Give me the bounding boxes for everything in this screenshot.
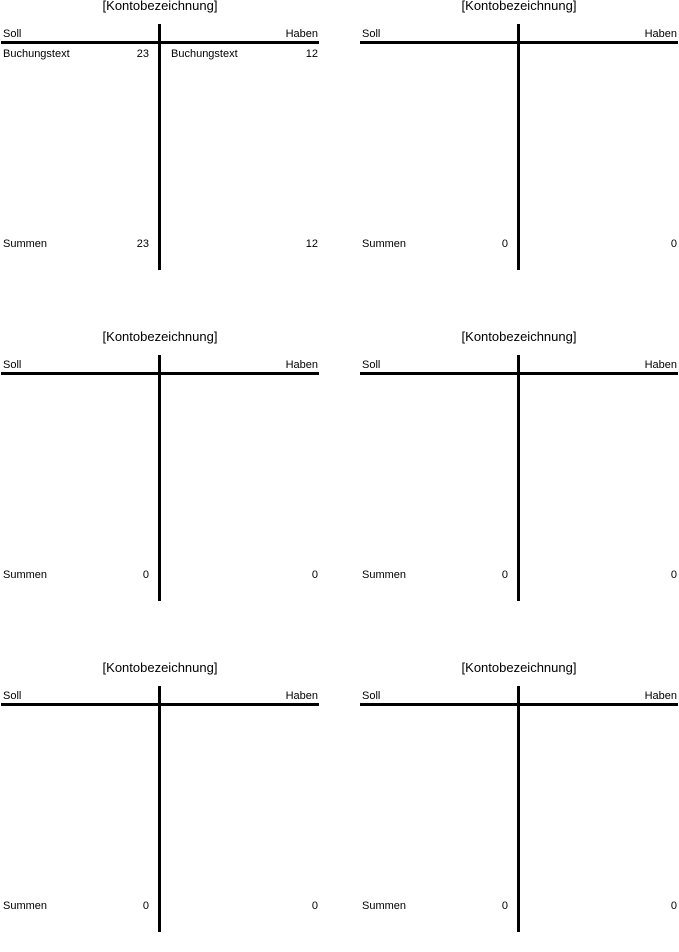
debit-header: Soll [3,28,22,40]
account-title: [Kontobezeichnung] [102,0,218,13]
t-account-3 [1,331,319,621]
account-title: [Kontobezeichnung] [102,660,218,675]
debit-header: Soll [362,359,381,371]
credit-total: 12 [305,238,318,250]
debit-total: 0 [142,569,149,581]
t-account-vertical-line [517,24,520,270]
t-account-5 [1,662,319,952]
credit-header: Haben [285,690,318,702]
debit-header: Soll [3,690,22,702]
account-title: [Kontobezeichnung] [461,329,577,344]
credit-total: 0 [311,900,318,912]
t-account-4 [360,331,678,621]
debit-header: Soll [362,28,381,40]
debit-entry-text: Buchungstext [3,48,70,60]
account-title: [Kontobezeichnung] [102,329,218,344]
credit-header: Haben [644,690,677,702]
credit-total: 0 [670,569,677,581]
debit-total: 0 [142,900,149,912]
totals-label: Summen [362,900,407,912]
t-account-vertical-line [158,686,161,932]
debit-total: 0 [501,569,508,581]
totals-label: Summen [362,569,407,581]
credit-total: 0 [311,569,318,581]
credit-header: Haben [285,359,318,371]
account-title: [Kontobezeichnung] [461,660,577,675]
totals-label: Summen [362,238,407,250]
t-account-vertical-line [517,686,520,932]
totals-label: Summen [3,238,48,250]
credit-total: 0 [670,900,677,912]
credit-header: Haben [644,359,677,371]
credit-header: Haben [644,28,677,40]
t-account-vertical-line [517,355,520,601]
totals-label: Summen [3,900,48,912]
t-account-1 [1,0,319,290]
credit-entry-amount: 12 [305,48,318,60]
debit-header: Soll [3,359,22,371]
debit-total: 0 [501,238,508,250]
debit-total: 23 [136,238,149,250]
account-title: [Kontobezeichnung] [461,0,577,13]
debit-entry-amount: 23 [136,48,149,60]
debit-total: 0 [501,900,508,912]
t-account-6 [360,662,678,952]
credit-entry-text: Buchungstext [171,48,238,60]
debit-header: Soll [362,690,381,702]
credit-header: Haben [285,28,318,40]
totals-label: Summen [3,569,48,581]
t-account-vertical-line [158,355,161,601]
t-account-2 [360,0,678,290]
t-account-vertical-line [158,24,161,270]
credit-total: 0 [670,238,677,250]
